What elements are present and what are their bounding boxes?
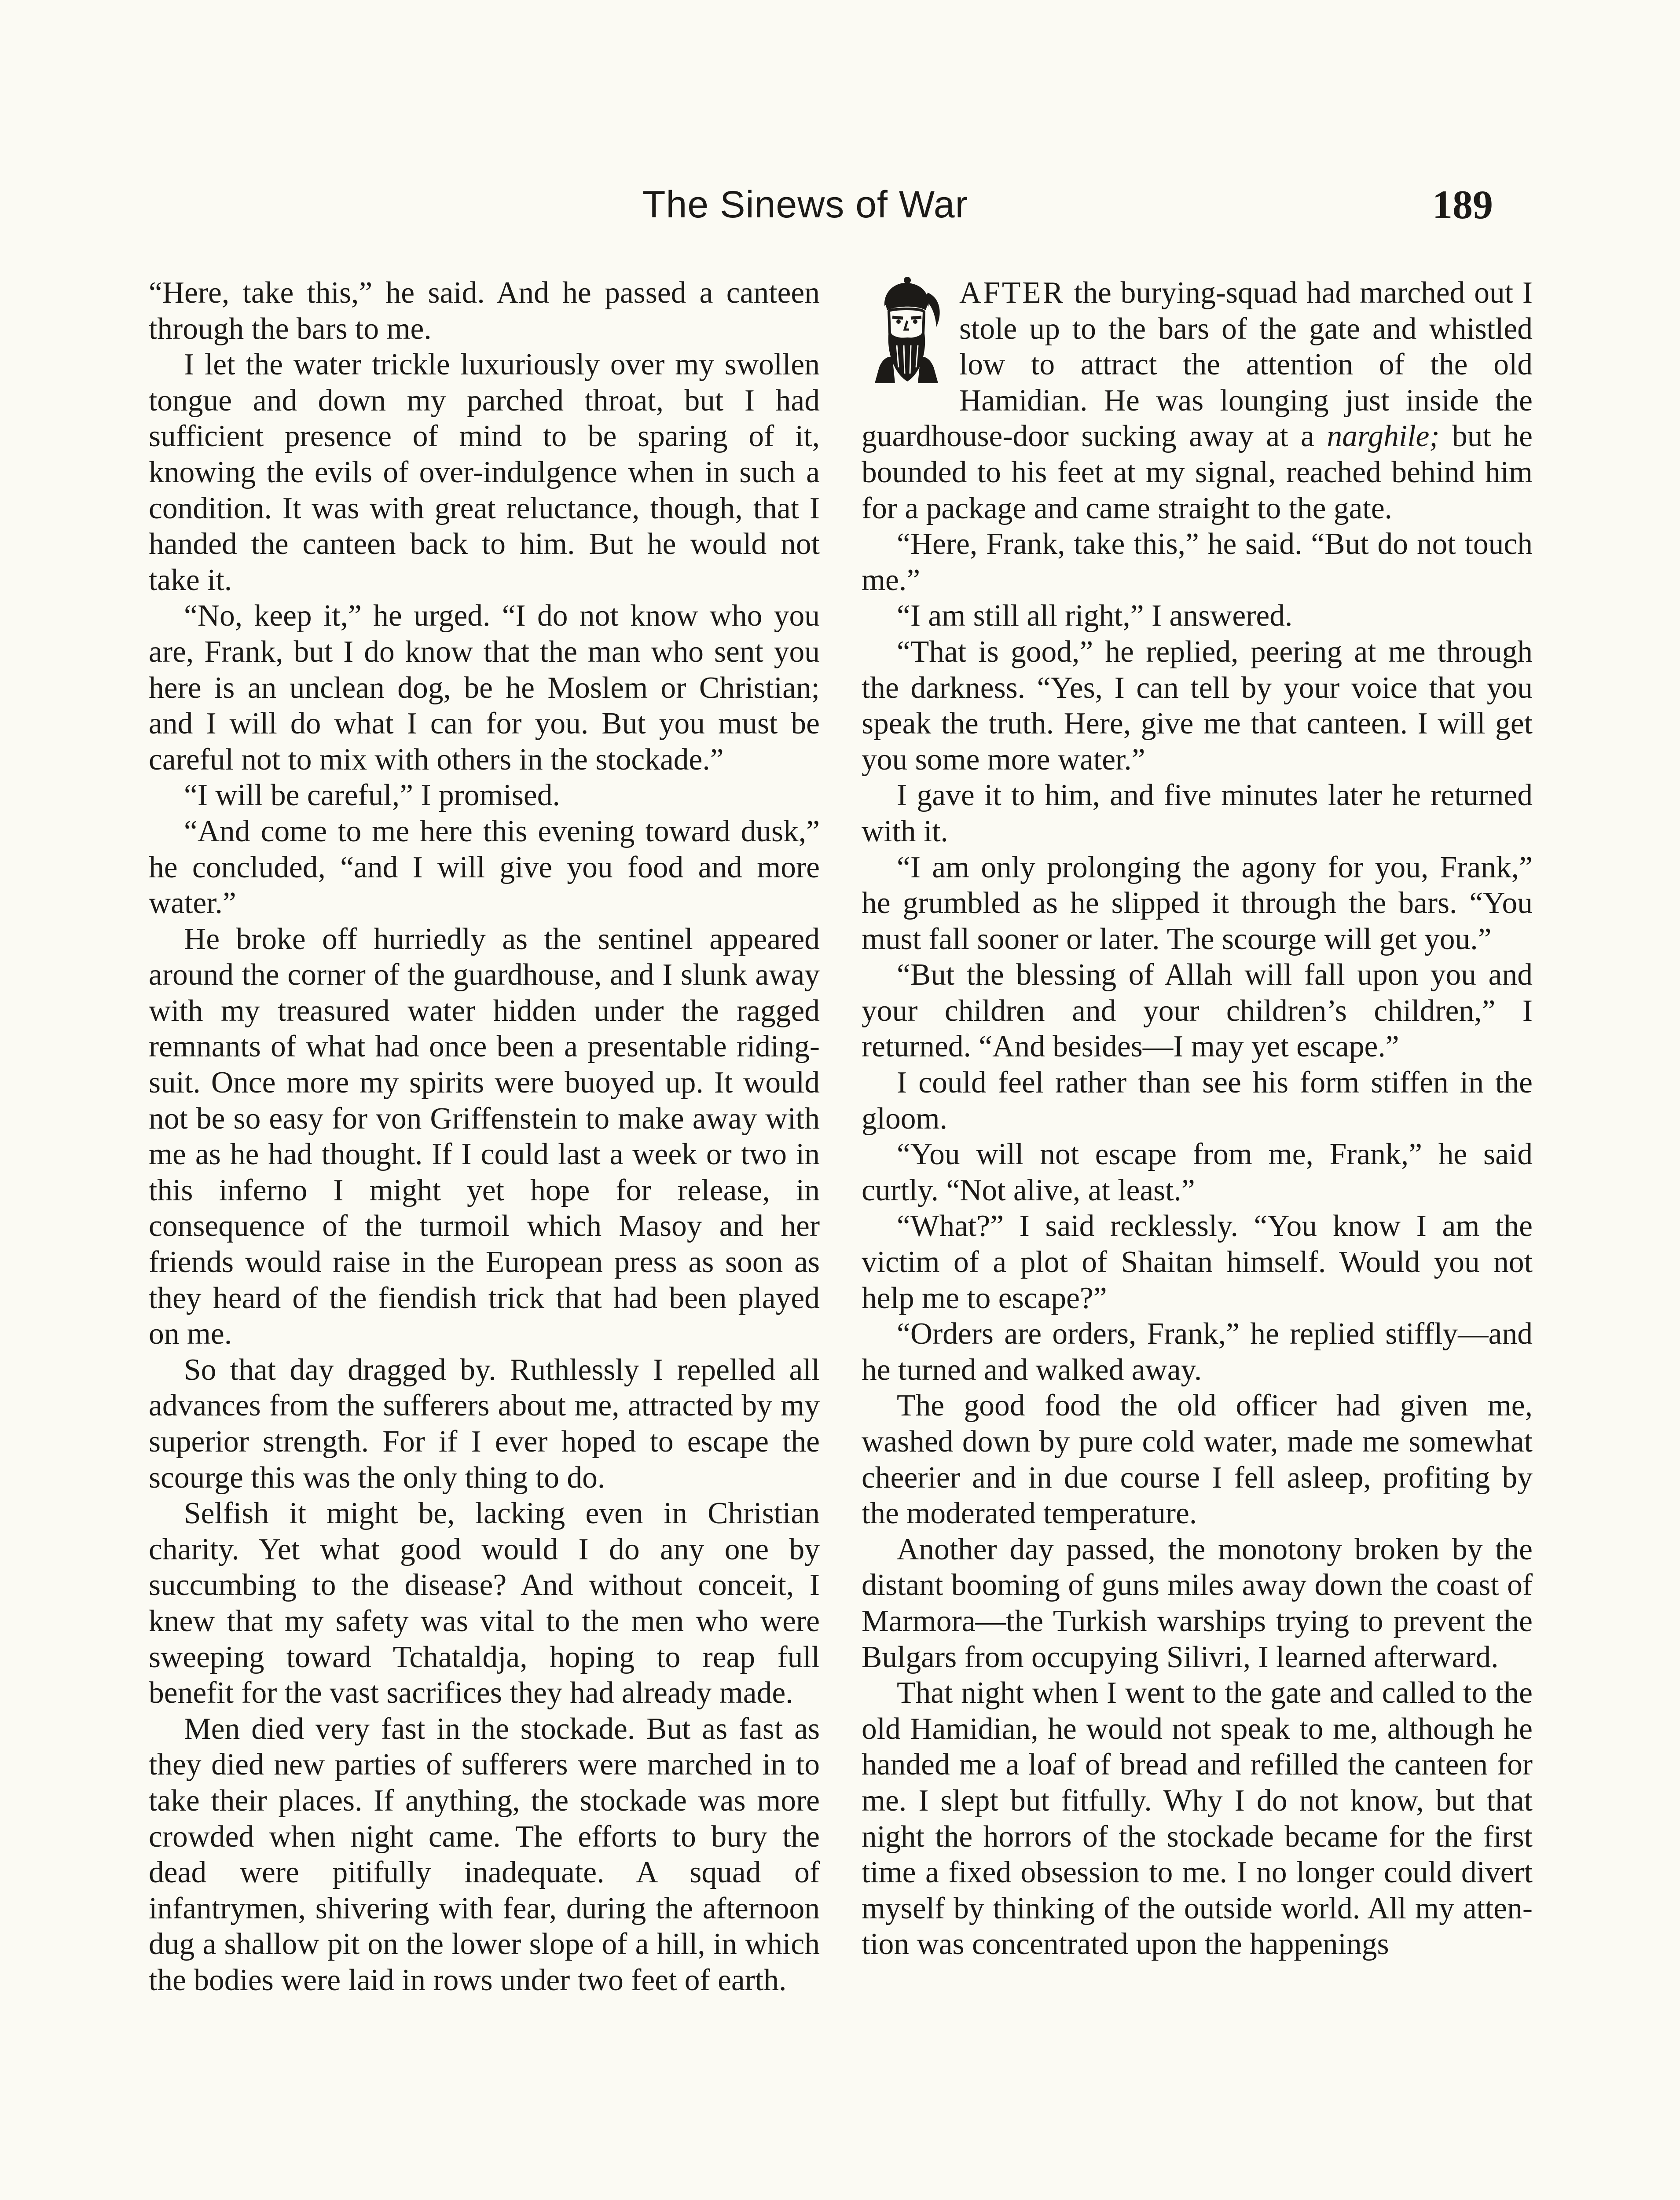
paragraph: Selfish it might be, lacking even in Christian charity. Yet what good would I do any one by succumbing to the disease? And without conceit, I knew that my safety was vital to the men who were sweeping toward Tchataldja, hoping to reap full benefit for the vast sacrifices they had already made. [149, 1496, 820, 1710]
paragraph: “No, keep it,” he urged. “I do not know who you are, Frank, but I do know that the man who sent you here is an unclean dog, be he Moslem or Christian; and I will do what I can for you. But you must be careful not to mix with others in the stockade.” [149, 599, 820, 777]
paragraph: That night when I went to the gate and called to the old Hamidian, he would not speak to me, although he handed me a loaf of bread and refilled the canteen for me. I slept but fitfully. Why I do not know, but that night the horrors of the stockade became for the first time a fixed obsession to me. I no longer could divert myself by thinking of the outside world. All my attention was concentrated upon the happenings [862, 1676, 1533, 1962]
turbaned-bearded-man-icon [862, 275, 950, 385]
drop-word: AFTER [959, 276, 1065, 310]
italic-word: narghile; [1327, 419, 1440, 454]
paragraph: The good food the old officer had given me, washed down by pure cold water, made me somewhat cheerier and in due course I fell asleep, profiting by the moderated temperature. [862, 1389, 1533, 1531]
paragraph: “I am only prolonging the agony for you, Frank,” he grumbled as he slipped it through the bars. “You must fall sooner or later. The scourge will get you.” [862, 850, 1533, 956]
opening-paragraph [862, 275, 1533, 526]
paragraph: “That is good,” he replied, peering at me through the darkness. “Yes, I can tell by your voice that you speak the truth. Here, give me that canteen. I will get you some more water.” [862, 634, 1533, 777]
paragraph: “What?” I said recklessly. “You know I am the victim of a plot of Shaitan himself. Would you not help me to escape?” [862, 1209, 1533, 1315]
paragraph: I could feel rather than see his form stiffen in the gloom. [862, 1066, 1533, 1136]
opening-text-end: but he bounded to his feet at my signal, reached behind him for a package and came straight to the gate. [862, 419, 1533, 525]
paragraph: Men died very fast in the stockade. But as fast as they died new parties of sufferers were marched in to take their places. If anything, the stockade was more crowded when night came. The efforts to bury the dead were pitifully inadequate. A squad of infantrymen, shivering with fear, during the afternoon dug a shallow pit on the lower slope of a hill, in which the bodies were laid in rows under two feet of earth. [149, 1712, 820, 1997]
paragraph: “Here, take this,” he said. And he passed a canteen through the bars to me. [149, 276, 820, 346]
opening-text: the burying-squad had marched out I stole up to the bars of the gate and whistled low to attract the attention of the old Hamidian. He was lounging just inside the guardhouse-door sucking away at a [862, 276, 1533, 454]
paragraph: He broke off hurriedly as the sentinel appeared around the corner of the guardhouse, and I slunk away with my treasured water hidden under the ragged remnants of what had once been a presentable riding-suit. Once more my spirits were buoyed up. It would not be so easy for von Griffenstein to make away with me as he had thought. If I could last a week or two in this inferno I might yet hope for release, in consequence of the turmoil which Masoy and her friends would raise in the European press as soon as they heard of the fiendish trick that had been played on me. [149, 922, 820, 1351]
paragraph: “But the blessing of Allah will fall upon you and your children and your children’s children,” I returned. “And besides—I may yet escape.” [862, 958, 1533, 1064]
page-number: 189 [1432, 182, 1493, 227]
paragraph: “I am still all right,” I answered. [897, 599, 1293, 633]
running-title: The Sinews of War [642, 183, 968, 226]
page-header [0, 178, 1680, 231]
paragraph: So that day dragged by. Ruthlessly I repelled all advances from the sufferers about me, attracted by my superior strength. For if I ever hoped to escape the scourge this was the only thing to do. [149, 1353, 820, 1495]
paragraph: I let the water trickle luxuriously over my swollen tongue and down my parched throat, but I had sufficient presence of mind to be sparing of it, knowing the evils of over-indulgence when in such a condition. It was with great reluctance, though, that I handed the canteen back to him. But he would not take it. [149, 348, 820, 597]
paragraph: “And come to me here this evening toward dusk,” he concluded, “and I will give you food and more water.” [149, 814, 820, 920]
paragraph: “Here, Frank, take this,” he said. “But do not touch me.” [862, 527, 1533, 597]
right-column [862, 275, 1533, 1962]
paragraph: “I will be careful,” I promised. [184, 778, 560, 813]
left-column [149, 275, 820, 1998]
paragraph: Another day passed, the monotony broken by the distant booming of guns miles away down the coast of Marmora—the Turkish warships trying to prevent the Bulgars from occupying Silivri, I learned afterward. [862, 1532, 1533, 1674]
paragraph: “Orders are orders, Frank,” he replied stiffly—and he turned and walked away. [862, 1317, 1533, 1387]
paragraph: “You will not escape from me, Frank,” he said curtly. “Not alive, at least.” [862, 1137, 1533, 1207]
paragraph: I gave it to him, and five minutes later he returned with it. [862, 778, 1533, 848]
